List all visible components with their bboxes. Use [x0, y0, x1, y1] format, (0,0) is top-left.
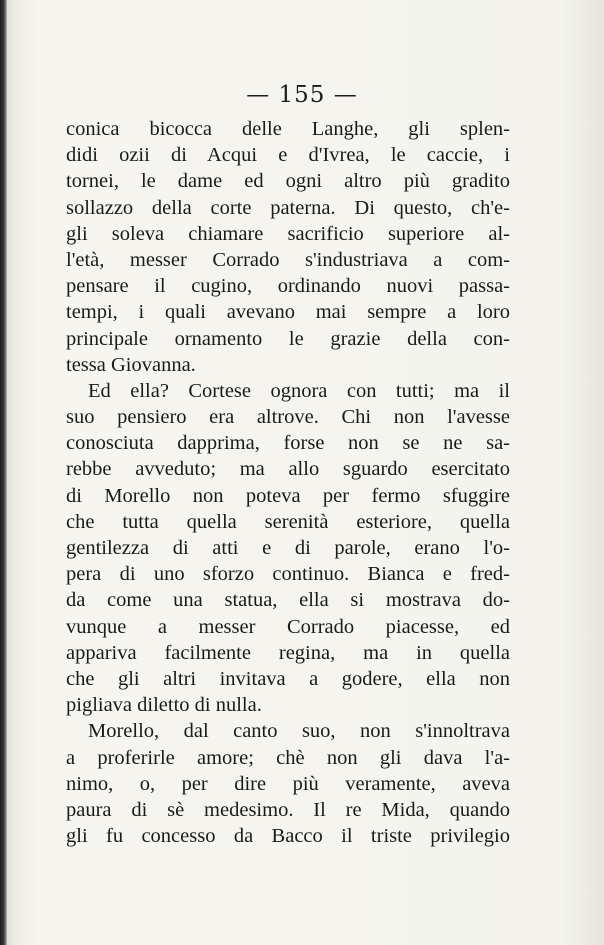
text-line: suo pensiero era altrove. Chi non l'avesse: [66, 406, 510, 429]
text-line: a proferirle amore; chè non gli dava l'a-: [66, 746, 510, 769]
text-line: gli fu concesso da Bacco il triste privilegio: [66, 825, 510, 848]
text-line: paura di sè medesimo. Il re Mida, quando: [66, 798, 510, 821]
text-line: da come una statua, ella si mostrava do-: [66, 589, 510, 612]
text-line: vunque a messer Corrado piacesse, ed: [66, 615, 510, 638]
text-line: gentilezza di atti e di parole, erano l'o-: [66, 537, 510, 559]
text-line: sollazzo della corte paterna. Di questo, ch'e-: [66, 196, 510, 219]
text-line: conosciuta dapprima, forse non se ne sa-: [66, 432, 510, 455]
text-line: tessa Giovanna.: [66, 353, 196, 376]
text-line: pigliava diletto di nulla.: [66, 694, 262, 717]
text-line: conica bicocca delle Langhe, gli splen-: [66, 118, 510, 140]
text-line: che tutta quella serenità esteriore, quella: [66, 510, 510, 533]
text-line: rebbe avveduto; ma allo sguardo esercitato: [66, 458, 510, 481]
text-line: didi ozii di Acqui e d'Ivrea, le caccie, i: [66, 144, 510, 167]
text-line: che gli altri invitava a godere, ella non: [66, 667, 510, 690]
text-line: Morello, dal canto suo, non s'innoltrava: [88, 720, 510, 743]
text-line: gli soleva chiamare sacrificio superiore al-: [66, 222, 510, 245]
text-line: l'età, messer Corrado s'industriava a com-: [66, 248, 510, 271]
text-line: principale ornamento le grazie della con-: [66, 327, 510, 350]
body-text: [66, 116, 510, 849]
text-line: appariva facilmente regina, ma in quella: [66, 641, 510, 664]
text-line: tempi, i quali avevano mai sempre a loro: [66, 301, 510, 324]
text-line: tornei, le dame ed ogni altro più gradito: [66, 170, 510, 193]
text-line: nimo, o, per dire più veramente, aveva: [66, 772, 510, 795]
text-line: pensare il cugino, ordinando nuovi passa-: [66, 275, 510, 298]
book-spine-shadow: [0, 0, 7, 945]
text-line: di Morello non poteva per fermo sfuggire: [66, 484, 510, 507]
text-line: Ed ella? Cortese ognora con tutti; ma il: [88, 379, 510, 402]
page-number: — 155 —: [246, 82, 358, 108]
text-line: pera di uno sforzo continuo. Bianca e fred-: [66, 563, 510, 586]
